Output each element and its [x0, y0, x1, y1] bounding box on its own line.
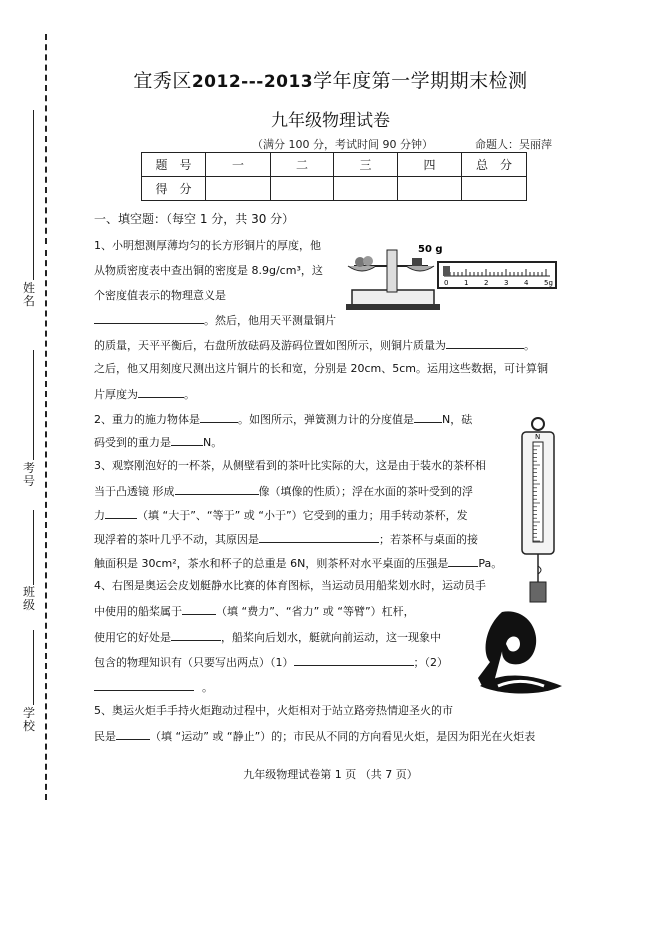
q3-image-type-blank[interactable] — [175, 483, 259, 495]
balance-tick-label: 0 — [444, 279, 449, 287]
section1-heading: 一、填空题：（每空 1 分，共 30 分） — [94, 212, 295, 226]
balance-tick-label: 4 — [524, 279, 529, 287]
q5-text-b: （填 “运动” 或 “静止”）的；市民从不同的方向看见火炬，是因为阳光在火炬表 — [150, 730, 536, 743]
q2-line2 — [94, 434, 222, 449]
name-blank-line — [33, 110, 34, 280]
exam-number-label: 考号 — [22, 461, 35, 488]
exam-info: （满分 100 分，考试时间 90 分钟） — [252, 138, 433, 151]
score-header-cell: 题 号 — [142, 153, 206, 177]
exam-subtitle: 九年级物理试卷 — [271, 111, 390, 131]
q5-line1: 5、奥运火炬手手持火炬跑动过程中，火炬相对于站立路旁热情迎圣火的市 — [94, 704, 453, 717]
balance-tick-label: 3 — [504, 279, 509, 287]
q1-line7-text: 片厚度为 — [94, 388, 138, 401]
q3-text-c: 力 — [94, 509, 105, 522]
score-header-cell: 四 — [398, 153, 462, 177]
title-suffix: 学年度第一学期期末检测 — [313, 70, 528, 92]
name-label: 姓名 — [22, 281, 35, 308]
q5-text-a: 民是 — [94, 730, 116, 743]
q4-text-b: （填 “费力”、“省力” 或 “等臂”）杠杆， — [216, 605, 415, 618]
balance-tick-label: 5g — [544, 279, 553, 287]
q4-line4 — [94, 654, 448, 669]
q4-text-c: 使用它的好处是 — [94, 631, 171, 644]
q1-mass-blank[interactable] — [446, 337, 524, 349]
q4-line2 — [94, 603, 415, 618]
q3-line4 — [94, 531, 478, 546]
q3-text-f: ；若茶杯与桌面的接 — [379, 533, 478, 546]
q2-force-source-blank[interactable] — [200, 411, 238, 423]
q4-text-d: ，船桨向后划水，艇就向前运动，这一现象中 — [221, 631, 441, 644]
q4-line5 — [94, 679, 213, 694]
q1-line5 — [94, 337, 535, 352]
exam-number-blank-line — [33, 350, 34, 460]
balance-weight-label: 50 g — [418, 244, 443, 255]
score-header-cell: 一 — [206, 153, 271, 177]
balance-figure — [340, 236, 558, 316]
q2-text-d: 码受到的重力是 — [94, 436, 171, 449]
score-header-cell: 三 — [334, 153, 398, 177]
q2-gravity-blank[interactable] — [171, 434, 203, 446]
score-cell[interactable] — [398, 177, 462, 201]
q3-line2 — [94, 483, 473, 498]
score-header-cell: 二 — [271, 153, 334, 177]
q3-text-g: 触面积是 30cm²，茶水和杯子的总重是 6N，则茶杯对水平桌面的压强是 — [94, 557, 449, 570]
q4-text-g: 。 — [202, 681, 213, 694]
score-cell[interactable] — [334, 177, 398, 201]
q3-buoyancy-blank[interactable] — [105, 507, 137, 519]
q3-line5 — [94, 555, 502, 570]
q4-line1: 4、右图是奥运会皮划艇静水比赛的体育图标，当运动员用船桨划水时，运动员手 — [94, 579, 486, 592]
q4-lever-type-blank[interactable] — [182, 603, 216, 615]
q1-line4 — [94, 312, 336, 327]
q1-line6: 之后，他又用刻度尺测出这片铜片的长和宽，分别是 20cm、5cm。运用这些数据，可计算铜 — [94, 362, 549, 375]
score-cell[interactable] — [206, 177, 271, 201]
q4-line3 — [94, 629, 441, 644]
q1-line5-end: 。 — [524, 339, 535, 352]
q3-text-h: Pa。 — [478, 557, 503, 570]
score-table-score-row — [142, 177, 527, 201]
canoe-pictogram-figure — [472, 604, 566, 696]
q1-line2: 从物质密度表中查出铜的密度是 8.9g/cm³，这 — [94, 264, 323, 277]
q3-text-d: （填 “大于”、“等于” 或 “小于”）它受到的重力；用手转动茶杯，发 — [137, 509, 468, 522]
q3-text-a: 当于凸透镜 形成 — [94, 485, 175, 498]
page-footer: 九年级物理试卷第 1 页 （共 7 页） — [243, 768, 418, 781]
q3-text-e: 现浮着的茶叶几乎不动，其原因是 — [94, 533, 259, 546]
binding-dashed-line-lower — [45, 250, 47, 800]
q3-text-b: 像（填像的性质）；浮在水面的茶叶受到的浮 — [258, 485, 473, 498]
q3-pressure-blank[interactable] — [448, 555, 478, 567]
score-header-cell: 总 分 — [462, 153, 527, 177]
q2-text-c: N，砝 — [442, 413, 473, 426]
title-prefix: 宜秀区 — [133, 70, 192, 92]
score-cell[interactable] — [271, 177, 334, 201]
title-years: 2012---2013 — [191, 72, 314, 92]
q5-motion-blank[interactable] — [116, 728, 150, 740]
q2-division-blank[interactable] — [414, 411, 442, 423]
q2-text-b: 。如图所示，弹簧测力计的分度值是 — [238, 413, 414, 426]
q4-advantage-blank[interactable] — [171, 629, 221, 641]
q3-line1: 3、观察刚泡好的一杯茶，从侧壁看到的茶叶比实际的大，这是由于装水的茶杯相 — [94, 459, 486, 472]
q4-text-a: 中使用的船桨属于 — [94, 605, 182, 618]
q2-line1 — [94, 411, 472, 426]
q4-knowledge1-blank[interactable] — [294, 654, 414, 666]
school-label: 学校 — [22, 706, 35, 733]
q3-line3 — [94, 507, 468, 522]
q1-density-meaning-blank[interactable] — [94, 312, 204, 324]
q3-reason-blank[interactable] — [259, 531, 379, 543]
q1-thickness-blank[interactable] — [138, 386, 184, 398]
exam-author: 命题人：吴丽萍 — [475, 138, 552, 151]
score-row-label: 得 分 — [142, 177, 206, 201]
q1-line5-text: 的质量，天平平衡后，右盘所放砝码及游码位置如图所示，则铜片质量为 — [94, 339, 446, 352]
q1-line1: 1、小明想测厚薄均匀的长方形铜片的厚度，他 — [94, 239, 321, 252]
score-table — [141, 152, 527, 201]
class-blank-line — [33, 510, 34, 585]
q1-line7-end: 。 — [184, 388, 195, 401]
q5-line2 — [94, 728, 535, 743]
balance-tick-label: 2 — [484, 279, 489, 287]
q1-line3: 个密度值表示的物理意义是 — [94, 289, 226, 302]
q1-line4-text: 。然后，他用天平测量铜片 — [204, 314, 336, 327]
exam-title — [0, 66, 661, 93]
class-label: 班级 — [22, 585, 35, 612]
score-table-header-row — [142, 153, 527, 177]
q4-text-f: ；（2） — [413, 656, 448, 669]
q2-text-a: 2、重力的施力物体是 — [94, 413, 200, 426]
spring-scale-figure — [516, 416, 560, 606]
q4-knowledge2-blank[interactable] — [94, 679, 194, 691]
q4-text-e: 包含的物理知识有（只要写出两点）（1） — [94, 656, 294, 669]
balance-tick-label: 1 — [464, 279, 469, 287]
q2-text-e: N。 — [203, 436, 223, 449]
spring-scale-unit: N — [535, 433, 541, 441]
q1-line7 — [94, 386, 195, 401]
school-blank-line — [33, 630, 34, 705]
score-cell[interactable] — [462, 177, 527, 201]
